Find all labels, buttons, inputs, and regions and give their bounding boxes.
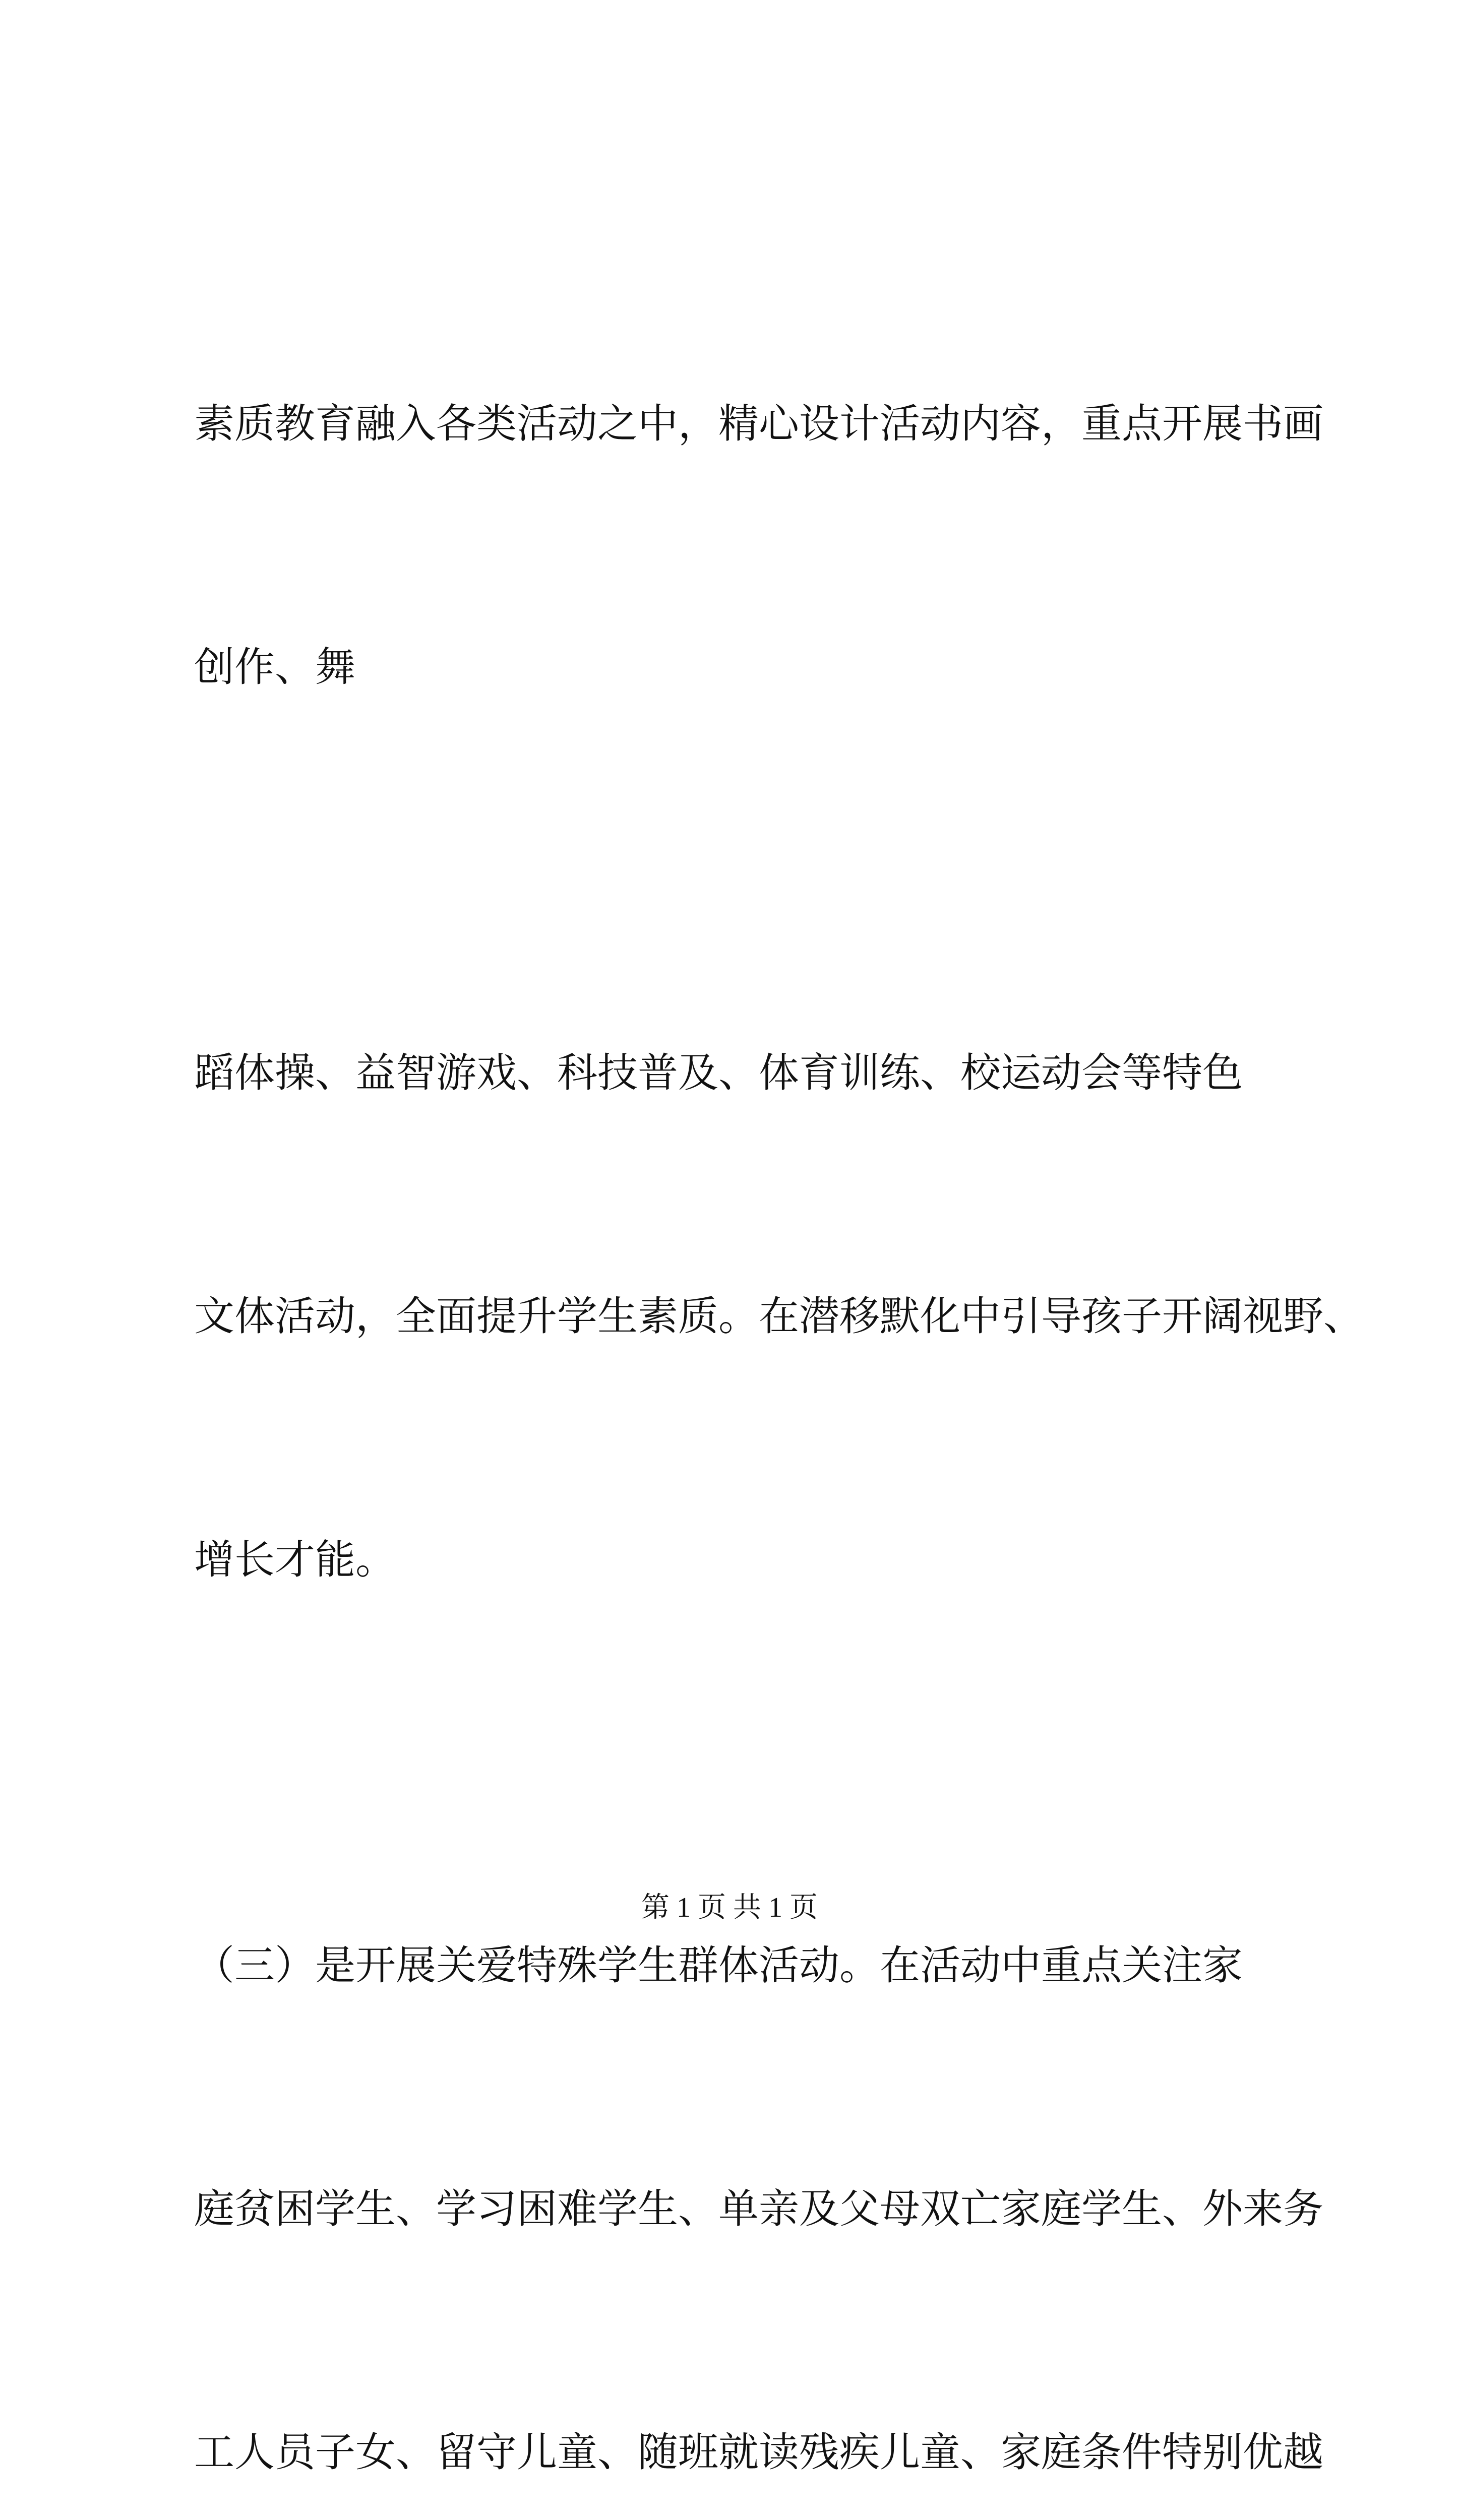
document-body [194,221,1364,2520]
paragraph-3 [194,1762,1323,2520]
text-line: 蹈体操、益智游戏、科技普及、体育训练、校运动会等特色 [194,1049,1243,1096]
text-line: 创作、舞 [194,644,355,690]
paragraph-1 [194,221,1323,870]
text-line: 素质教育融入各类活动之中，精心设计活动内容，重点开展书画 [194,400,1323,447]
text-line: （三）是开展关爱特殊学生群体活动。在活动中重点关注家 [194,1942,1243,1989]
text-line: 文体活动，全面提升学生素质。在潜移默化中引导孩子开阔视野、 [194,1293,1364,1340]
paragraph-2 [194,870,1364,1762]
page-footer: 第 1 页 共 1 页 [641,1892,818,1923]
text-line: 增长才能。 [194,1536,396,1583]
text-line: 庭贫困学生、学习困难学生、单亲及父母双亡家庭学生、外来务 [194,2185,1323,2232]
text-line: 工人员子女、留守儿童、随班就读残疾儿童、家庭条件特别优越 [194,2429,1323,2476]
